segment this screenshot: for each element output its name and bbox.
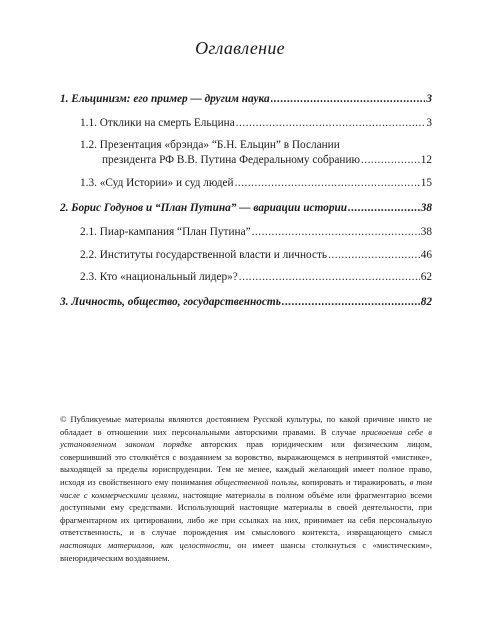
toc-entry-title: 2.3. Кто «национальный лидер»? bbox=[80, 271, 238, 283]
toc-entry-title-line2: президента РФ В.В. Путина Федеральному собранию bbox=[102, 154, 360, 166]
toc-page-number: 38 bbox=[420, 226, 432, 238]
copyright-text-2: авторских прав юридическим или физическим лицом, совершивший это столкнётся с воздаянием за воровство, выражающемся в непринятой «мистике», выходящей за пределы юриспруденции. Тем не менее, каждый желающий имеет полное право, исходя из свойственного ему понимания bbox=[60, 439, 432, 487]
copyright-italic-4: настоящих материалов, как целостности bbox=[60, 539, 229, 550]
toc-entry-title: 2.2. Институты государственной власти и личность bbox=[80, 249, 328, 261]
toc-leader-dots bbox=[282, 295, 420, 310]
toc-leader-dots bbox=[235, 176, 420, 191]
toc-entry-title: 2.1. Пиар-кампания “План Путина” bbox=[80, 226, 251, 238]
toc-chapter-1[interactable] bbox=[60, 92, 432, 107]
toc-leader-dots bbox=[271, 92, 426, 107]
copyright-text-5: , он имеет шансы столкнуться с «мистическим», внеюридическим воздаянием. bbox=[60, 539, 432, 563]
toc-entry-title: 1.3. «Суд Истории» и суд людей bbox=[80, 177, 234, 189]
toc-entry-title: 1.1. Отклики на смерть Ельцина bbox=[80, 117, 235, 129]
toc-section-1-2[interactable] bbox=[80, 138, 432, 168]
toc-page-number: 12 bbox=[420, 154, 432, 166]
toc-section-1-3[interactable] bbox=[80, 176, 432, 191]
page-title: Оглавление bbox=[195, 38, 285, 58]
toc-leader-dots bbox=[239, 270, 420, 285]
toc-leader-dots bbox=[348, 201, 420, 216]
toc-chapter-2[interactable] bbox=[60, 201, 432, 216]
copyright-italic-2: общественной пользы bbox=[214, 476, 297, 487]
toc-chapter-3[interactable] bbox=[60, 295, 432, 310]
copyright-text-3: , копировать и тиражировать, bbox=[296, 476, 410, 487]
toc-leader-dots bbox=[361, 153, 420, 168]
toc-entry-title: 1. Ельцинизм: его пример — другим наука bbox=[60, 93, 270, 105]
toc-page-number: 3 bbox=[426, 93, 432, 105]
toc-entry-title: 3. Личность, общество, государственность bbox=[60, 296, 281, 308]
toc-section-2-1[interactable] bbox=[80, 225, 432, 240]
toc-leader-dots bbox=[328, 248, 420, 263]
copyright-text-4: , настоящие материалы в полном объёме или фрагментарно всеми доступными ему средствами. Использующий настоящие материалы в своей деятельности, при фрагментарном их цитировании, либо же при ссылках на них, принимает на себя персональную ответственность, и в случае порождения им смыслового контекста, извращающего смысл bbox=[60, 489, 432, 538]
toc-page-number: 38 bbox=[420, 202, 432, 214]
copyright-text-1: © Публикуемые материалы являются достоянием Русской культуры, по какой причине никто не обладает в отношении них персональными авторскими правами. В случае bbox=[60, 414, 432, 437]
toc-leader-dots bbox=[252, 225, 420, 240]
toc-page-number: 62 bbox=[420, 271, 432, 283]
toc-entry-title: 2. Борис Годунов и “План Путина” — вариации истории bbox=[60, 202, 348, 214]
toc-page-number: 3 bbox=[426, 117, 432, 129]
toc-section-1-1[interactable] bbox=[80, 116, 432, 131]
toc-page-number: 46 bbox=[420, 249, 432, 261]
toc-section-2-3[interactable] bbox=[80, 270, 432, 285]
copyright-notice bbox=[60, 413, 432, 564]
toc-leader-dots bbox=[236, 116, 426, 131]
copyright-italic-1: присвоения себе в установленном законом порядке bbox=[60, 426, 432, 450]
toc-section-2-2[interactable] bbox=[80, 248, 432, 263]
copyright-italic-3: в том числе с коммерческими целями bbox=[60, 476, 433, 500]
toc-entry-title-line1: 1.2. Презентация «брэнда» “Б.Н. Ельцин” в Послании bbox=[80, 139, 340, 151]
toc-page-number: 82 bbox=[420, 296, 432, 308]
toc-page-number: 15 bbox=[420, 177, 432, 189]
